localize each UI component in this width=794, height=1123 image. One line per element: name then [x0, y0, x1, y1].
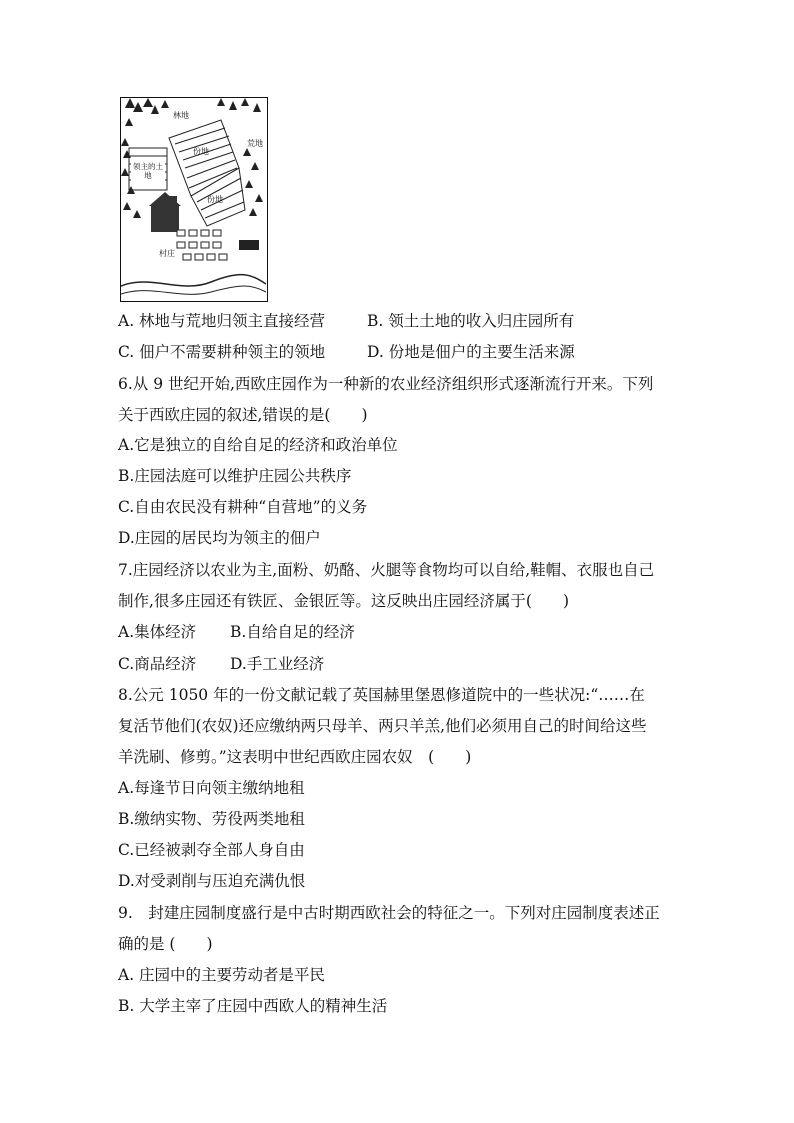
q8-option-a[interactable]: A.每逢节日向领主缴纳地租	[118, 779, 305, 797]
q6-stem-line-1: 6.从 9 世纪开始,西欧庄园作为一种新的农业经济组织形式逐渐流行开来。下列	[118, 375, 654, 393]
q8-stem-line-3: 羊洗刷、修剪。”这表明中世纪西欧庄园农奴 ( )	[118, 748, 472, 766]
q7-option-b[interactable]: B.自给自足的经济	[230, 623, 355, 641]
q5-options-row-1	[118, 311, 574, 331]
q7-option-a[interactable]: A.集体经济	[118, 623, 197, 641]
livestock	[239, 240, 259, 250]
manor-map-figure	[120, 97, 268, 302]
river	[121, 275, 266, 286]
river-bank	[121, 286, 266, 294]
q5-options-row-2	[118, 342, 575, 362]
manor-house	[149, 192, 181, 232]
q7-option-d[interactable]: D.手工业经济	[230, 655, 325, 673]
q9-stem-line-1: 9. 封建庄园制度盛行是中古时期西欧社会的特征之一。下列对庄园制度表述正	[118, 904, 660, 922]
label-waste: 荒地	[247, 139, 263, 148]
q7-stem-line-2: 制作,很多庄园还有铁匠、金银匠等。这反映出庄园经济属于( )	[118, 592, 570, 610]
q8-stem-line-2: 复活节他们(农奴)还应缴纳两只母羊、两只羊羔,他们必须用自己的时间给这些	[118, 717, 647, 735]
q9-option-a[interactable]: A. 庄园中的主要劳动者是平民	[118, 966, 326, 984]
forest-trees	[121, 98, 263, 218]
q8-stem-line-1: 8.公元 1050 年的一份文献记载了英国赫里堡恩修道院中的一些状况:“……在	[118, 686, 645, 704]
q6-option-d[interactable]: D.庄园的居民均为领主的佃户	[118, 529, 321, 547]
q5-option-d[interactable]: D. 份地是佃户的主要生活来源	[367, 343, 575, 361]
q9-option-b[interactable]: B. 大学主宰了庄园中西欧人的精神生活	[118, 997, 388, 1015]
q9-stem-line-2: 确的是 ( )	[118, 935, 213, 953]
q7-stem-line-1: 7.庄园经济以农业为主,面粉、奶酪、火腿等食物均可以自给,鞋帽、衣服也自己	[118, 561, 655, 579]
q6-option-c[interactable]: C.自由农民没有耕种“自营地”的义务	[118, 498, 368, 516]
q7-options-row-2	[118, 654, 324, 674]
village-houses	[177, 230, 227, 260]
label-village: 村庄	[159, 249, 175, 258]
q8-option-d[interactable]: D.对受剥削与压迫充满仇恨	[118, 872, 306, 890]
q6-option-b[interactable]: B.庄园法庭可以维护庄园公共秩序	[118, 467, 352, 485]
manor-map-illustration	[121, 98, 266, 300]
q6-option-a[interactable]: A.它是独立的自给自足的经济和政治单位	[118, 436, 398, 454]
q6-stem-line-2: 关于西欧庄园的叙述,错误的是( )	[118, 406, 368, 424]
label-lord-land: 领主的土地	[133, 162, 163, 180]
label-lot-1: 份地	[193, 147, 209, 156]
q7-option-c[interactable]: C.商品经济	[118, 655, 197, 673]
q5-option-c[interactable]: C. 佃户不需要耕种领主的领地	[118, 343, 326, 361]
q8-option-c[interactable]: C.已经被剥夺全部人身自由	[118, 841, 305, 859]
label-forest: 林地	[173, 111, 189, 120]
q5-option-b[interactable]: B. 领土土地的收入归庄园所有	[367, 312, 575, 330]
q5-option-a[interactable]: A. 林地与荒地归领主直接经营	[118, 312, 326, 330]
label-lot-2: 份地	[207, 195, 223, 204]
q7-options-row-1	[118, 622, 355, 642]
q8-option-b[interactable]: B.缴纳实物、劳役两类地租	[118, 810, 305, 828]
